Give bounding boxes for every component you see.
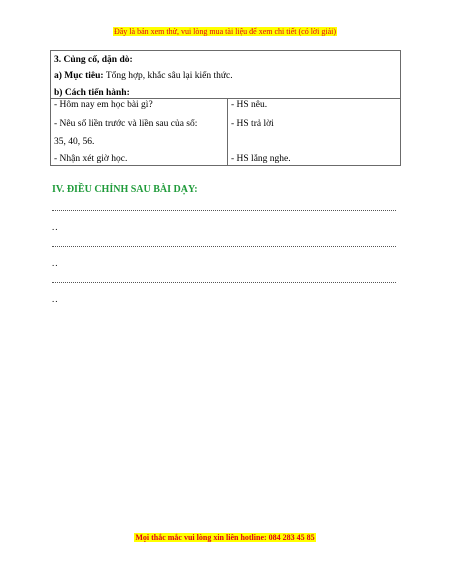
table-column-divider: [227, 98, 228, 165]
procedure-label: b) Cách tiến hành:: [54, 88, 130, 98]
objective-row: [54, 71, 233, 81]
section-title: IV. ĐIỀU CHỈNH SAU BÀI DẠY:: [52, 184, 198, 195]
lesson-activity-table: [50, 50, 401, 166]
student-response: - HS nêu.: [231, 100, 268, 110]
teacher-step: - Nhận xét giờ học.: [54, 154, 128, 164]
hotline-banner: [0, 533, 450, 543]
dotted-fill-tail: ..: [52, 294, 59, 304]
objective-label: a) Mục tiêu:: [54, 71, 104, 81]
dotted-fill-line: [52, 282, 396, 283]
dotted-fill-line: [52, 210, 396, 211]
dotted-fill-tail: ..: [52, 222, 59, 232]
teacher-step: - Hôm nay em học bài gì?: [54, 100, 153, 110]
hotline-text: Mọi thắc mắc vui lòng xin liên hotline: 084 283 45 85: [135, 533, 315, 542]
student-response: - HS trả lời: [231, 119, 274, 129]
teacher-step: 35, 40, 56.: [54, 137, 95, 147]
objective-text: Tổng hợp, khắc sâu lại kiến thức.: [103, 71, 233, 81]
preview-notice-text: Đây là bản xem thử, vui lòng mua tài liệu để xem chi tiết (có lời giải): [113, 27, 337, 36]
table-row-divider: [51, 98, 400, 99]
student-response: - HS lắng nghe.: [231, 154, 291, 164]
table-heading: 3. Củng cố, dặn dò:: [54, 55, 133, 65]
dotted-fill-tail: ..: [52, 258, 59, 268]
teacher-step: - Nêu số liền trước và liền sau của số:: [54, 119, 198, 129]
dotted-fill-line: [52, 246, 396, 247]
preview-notice-banner: [0, 27, 450, 37]
